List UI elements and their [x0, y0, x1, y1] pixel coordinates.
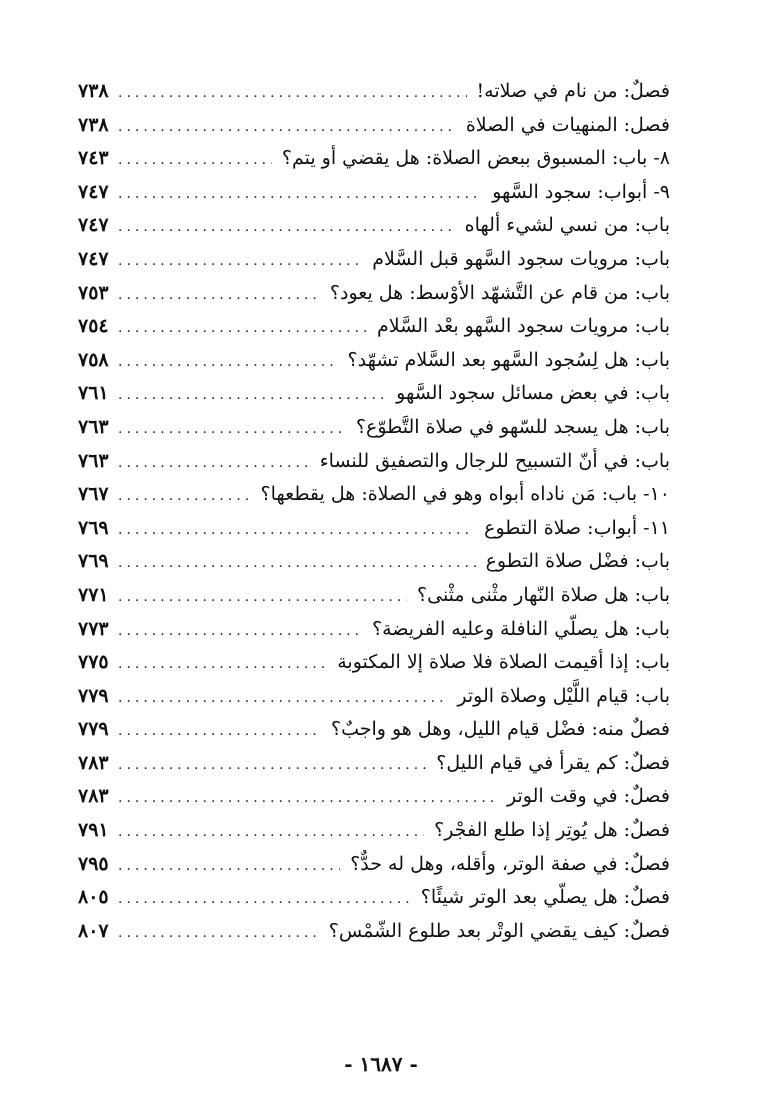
toc-entry-page: ٧٩٥	[78, 852, 109, 875]
toc-leader-dots	[112, 447, 310, 481]
toc-entry-page: ٧٩١	[78, 819, 109, 842]
toc-entry	[78, 243, 670, 277]
toc-entry	[78, 848, 670, 882]
toc-entry	[78, 814, 670, 848]
toc-leader-dots	[112, 379, 386, 413]
toc-entry-page: ٧٦١	[78, 382, 109, 405]
toc-entry	[78, 377, 670, 411]
toc-leader-dots	[112, 346, 338, 380]
toc-entry-title: باب: من قام عن التَّشهّد الأوْسط: هل يعود؟	[329, 281, 670, 304]
toc-entry-page: ٧٨٣	[78, 785, 109, 808]
toc-entry	[78, 747, 670, 781]
toc-entry-page: ٧٤٧	[78, 214, 109, 237]
toc-entry-title: ١٠- باب: مَن ناداه أبواه وهو في الصلاة: هل يقطعها؟	[260, 483, 670, 506]
toc-entry-page: ٧٦٣	[78, 449, 109, 472]
toc-entry-title: فصل: المنهيات في الصلاة	[465, 113, 670, 136]
toc-entry-title: باب: هل يصلّي النافلة وعليه الفريضة؟	[372, 617, 670, 640]
toc-entry-title: باب: هل يسجد للسّهو في صلاة التَّطوّع؟	[355, 415, 670, 438]
toc-entry-page: ٧٧٣	[78, 617, 109, 640]
toc-entry	[78, 512, 670, 546]
toc-leader-dots	[112, 480, 251, 514]
toc-entry-page: ٧٣٨	[78, 80, 109, 102]
toc-entry-page: ٧٤٣	[78, 147, 109, 170]
toc-entry-title: فصلٌ: كم يقرأ في قيام الليل؟	[436, 751, 670, 774]
toc-entry-page: ٧٣٨	[78, 113, 109, 136]
toc-entry-page: ٧٥٨	[78, 348, 109, 371]
toc-leader-dots	[112, 749, 426, 783]
toc-entry-title: فصلٌ منه: فضْل قيام الليل، وهل هو واجبٌ؟	[330, 718, 670, 741]
toc-leader-dots	[112, 615, 362, 649]
toc-entry-title: فصلٌ: من نام في صلاته!	[476, 80, 670, 102]
toc-leader-dots	[112, 111, 456, 145]
toc-entry-title: باب: في أنّ التسبيح للرجال والتصفيق للنساء	[319, 449, 670, 472]
toc-entry	[78, 411, 670, 445]
toc-entry	[78, 344, 670, 378]
toc-entry-title: باب: إذا أقيمت الصلاة فلا صلاة إلا المكتوبة	[337, 651, 670, 674]
toc-entry	[78, 713, 670, 747]
toc-entry-title: فصلٌ: كيف يقضي الوتْر بعد طلوع الشّمْس؟	[328, 919, 670, 942]
toc-entry-title: فصلٌ: هل يُوتِر إذا طلع الفجْر؟	[434, 819, 670, 842]
toc-leader-dots	[112, 77, 467, 111]
toc-entry-page: ٨٠٥	[78, 886, 109, 909]
toc-entry-title: باب: قيام اللَّيْل وصلاة الوتر	[457, 684, 670, 707]
toc-entry	[78, 310, 670, 344]
toc-entry	[78, 75, 670, 109]
toc-leader-dots	[112, 715, 321, 749]
toc-entry	[78, 545, 670, 579]
toc-entry-page: ٧٤٧	[78, 180, 109, 203]
toc-entry	[78, 478, 670, 512]
toc-entry	[78, 613, 670, 647]
toc-leader-dots	[112, 178, 482, 212]
toc-entry-page: ٨٠٧	[78, 919, 109, 942]
toc-entry-page: ٧٧٩	[78, 684, 109, 707]
toc-leader-dots	[112, 279, 320, 313]
toc-leader-dots	[112, 850, 340, 884]
toc-entry-title: باب: مرويات سجود السَّهو قبل السَّلام	[372, 247, 670, 270]
toc-entry-page: ٧٧٥	[78, 651, 109, 674]
toc-entry	[78, 109, 670, 143]
table-of-contents	[78, 75, 670, 948]
toc-entry	[78, 277, 670, 311]
toc-leader-dots	[112, 648, 327, 682]
toc-entry-page: ٧٦٣	[78, 415, 109, 438]
toc-leader-dots	[112, 917, 319, 951]
toc-entry-page: ٧٦٩	[78, 516, 109, 539]
toc-leader-dots	[112, 211, 455, 245]
toc-entry-title: فصلٌ: في صفة الوتر، وأقله، وهل له حدٌّ؟	[350, 852, 670, 875]
toc-leader-dots	[112, 682, 447, 716]
toc-entry	[78, 915, 670, 949]
toc-leader-dots	[112, 144, 272, 178]
toc-entry-title: باب: هل لِسُجود السَّهو بعد السَّلام تشهّد؟	[347, 348, 670, 371]
toc-leader-dots	[112, 816, 424, 850]
toc-entry-title: باب: هل صلاة النّهار مثْنى مثْنى؟	[417, 583, 670, 606]
toc-leader-dots	[112, 245, 362, 279]
toc-entry-title: ٩- أبواب: سجود السَّهو	[492, 180, 670, 203]
toc-leader-dots	[112, 514, 474, 548]
toc-leader-dots	[112, 581, 407, 615]
toc-entry-page: ٧٥٤	[78, 315, 109, 338]
toc-entry-page: ٧٧٩	[78, 718, 109, 741]
toc-leader-dots	[112, 413, 346, 447]
toc-leader-dots	[112, 547, 476, 581]
toc-entry	[78, 646, 670, 680]
toc-entry	[78, 881, 670, 915]
toc-entry-title: فصلٌ: هل يصلّي بعد الوتر شيئًا؟	[420, 886, 670, 909]
toc-entry-page: ٧٦٧	[78, 483, 109, 506]
toc-entry-title: باب: فضْل صلاة التطوع	[485, 550, 670, 573]
toc-entry-page: ٧٨٣	[78, 751, 109, 774]
toc-entry	[78, 176, 670, 210]
toc-entry-title: ١١- أبواب: صلاة التطوع	[484, 516, 670, 539]
toc-entry-title: باب: في بعض مسائل سجود السَّهو	[396, 382, 670, 405]
toc-entry	[78, 142, 670, 176]
toc-entry	[78, 579, 670, 613]
toc-entry-title: ٨- باب: المسبوق ببعض الصلاة: هل يقضي أو يتم؟	[281, 147, 670, 170]
toc-entry	[78, 780, 670, 814]
toc-entry	[78, 445, 670, 479]
toc-leader-dots	[112, 782, 497, 816]
toc-entry-title: باب: مرويات سجود السَّهو بعْد السَّلام	[377, 315, 670, 338]
toc-entry-page: ٧٧١	[78, 583, 109, 606]
toc-entry-title: فصلٌ: في وقت الوتر	[507, 785, 670, 808]
toc-entry-page: ٧٥٣	[78, 281, 109, 304]
toc-entry-page: ٧٤٧	[78, 247, 109, 270]
toc-entry	[78, 209, 670, 243]
toc-entry-page: ٧٦٩	[78, 550, 109, 573]
toc-entry	[78, 680, 670, 714]
toc-leader-dots	[112, 883, 411, 917]
toc-entry-title: باب: من نسي لشيء ألهاه	[464, 214, 670, 237]
page-number: - ١٦٨٧ -	[344, 1052, 418, 1076]
toc-leader-dots	[112, 312, 367, 346]
